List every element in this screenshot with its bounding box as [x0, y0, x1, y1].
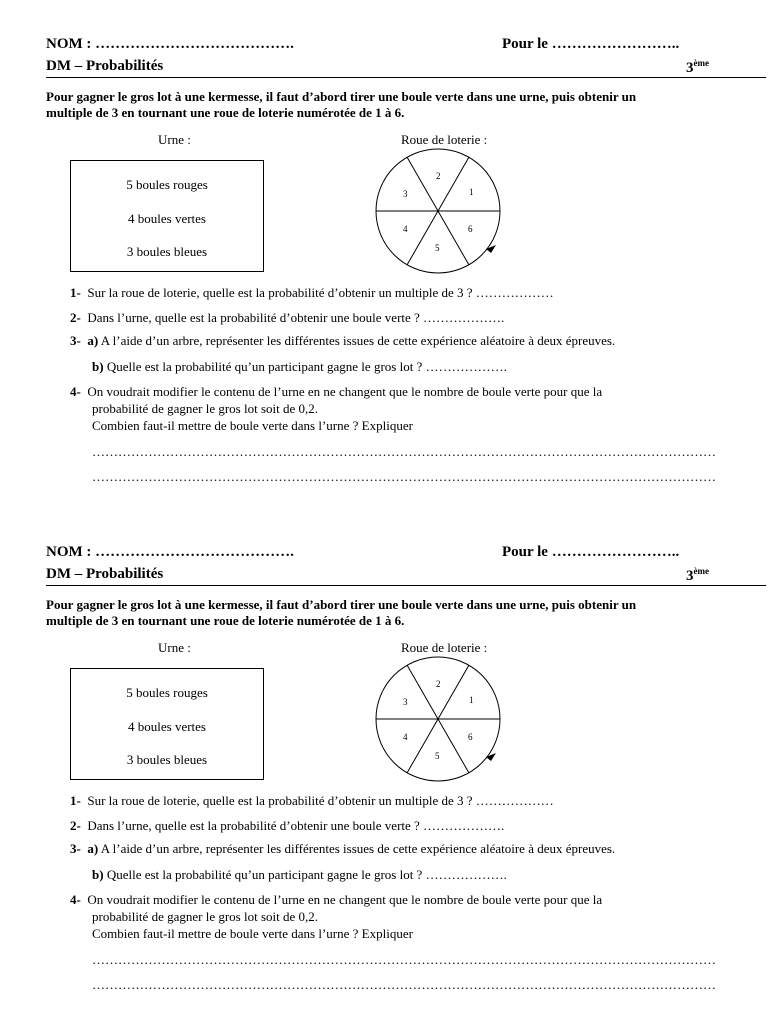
- wheel-label: Roue de loterie :: [401, 640, 488, 655]
- intro-line-2: multiple de 3 en tournant une roue de loterie numérotée de 1 à 6.: [46, 613, 405, 628]
- question-4-number: 4-: [70, 892, 81, 907]
- question-1-text: Sur la roue de loterie, quelle est la probabilité d’obtenir un multiple de 3 ? ………………: [87, 793, 554, 808]
- worksheet-title: DM – Probabilités: [46, 566, 164, 582]
- question-2: [70, 310, 504, 326]
- question-4-line-2: probabilité de gagner le gros lot soit de 0,2.: [92, 401, 319, 416]
- answer-line-2: ………………………………………………………………………………………………………………………………: [92, 977, 716, 992]
- wheel-arrow-icon: [486, 245, 496, 253]
- wheel-sector-2: 2: [436, 171, 441, 181]
- wheel-sector-5: 5: [435, 243, 440, 253]
- answer-line-1: ………………………………………………………………………………………………………………………………: [92, 952, 716, 967]
- class-level: [686, 566, 709, 585]
- question-4-line-2: probabilité de gagner le gros lot soit de 0,2.: [92, 909, 319, 924]
- question-4-line-3: Combien faut-il mettre de boule verte dans l’urne ? Expliquer: [92, 926, 413, 941]
- question-3a-label: a): [87, 333, 99, 348]
- answer-line-1: ………………………………………………………………………………………………………………………………: [92, 444, 716, 459]
- question-2: [70, 818, 504, 834]
- class-level: [686, 58, 709, 77]
- urn-item-green: 4 boules vertes: [128, 211, 206, 226]
- question-1-number: 1-: [70, 285, 81, 300]
- wheel-sector-3: 3: [403, 189, 408, 199]
- name-field-label: NOM : ………………………………….: [46, 544, 294, 560]
- intro-line-1: Pour gagner le gros lot à une kermesse, il faut d’abord tirer une boule verte dans une urne, puis obtenir un: [46, 597, 637, 612]
- question-3a: [70, 841, 615, 857]
- question-3a-label: a): [87, 841, 99, 856]
- wheel-arrow-icon: [486, 753, 496, 761]
- urn-item-blue: 3 boules bleues: [126, 244, 208, 259]
- worksheet-top: [0, 0, 768, 510]
- urn-box: [70, 668, 264, 780]
- urn-item-red: 5 boules rouges: [126, 685, 208, 700]
- question-2-text: Dans l’urne, quelle est la probabilité d’obtenir une boule verte ? ……………….: [87, 818, 505, 833]
- header-rule: [46, 585, 766, 586]
- wheel-sector-3: 3: [403, 697, 408, 707]
- question-1: [70, 793, 554, 809]
- question-2-text: Dans l’urne, quelle est la probabilité d’obtenir une boule verte ? ……………….: [87, 310, 505, 325]
- wheel-label: Roue de loterie :: [401, 132, 488, 147]
- urn-label: Urne :: [158, 132, 191, 147]
- urn-item-green: 4 boules vertes: [128, 719, 206, 734]
- urn-item-red: 5 boules rouges: [126, 177, 208, 192]
- question-2-number: 2-: [70, 310, 81, 325]
- lottery-wheel: [374, 656, 504, 782]
- wheel-sector-5: 5: [435, 751, 440, 761]
- urn-item-blue: 3 boules bleues: [126, 752, 208, 767]
- intro-line-2: multiple de 3 en tournant une roue de loterie numérotée de 1 à 6.: [46, 105, 405, 120]
- class-level-suffix: ème: [693, 566, 709, 576]
- question-4-line-1: [70, 384, 602, 400]
- header-rule: [46, 77, 766, 78]
- question-4-text-1: On voudrait modifier le contenu de l’urne en ne changent que le nombre de boule verte pour que la: [87, 892, 603, 907]
- class-level-number: 3: [686, 60, 694, 76]
- question-4-line-3: Combien faut-il mettre de boule verte dans l’urne ? Expliquer: [92, 418, 413, 433]
- worksheet-bottom: [0, 508, 768, 1018]
- worksheet-title: DM – Probabilités: [46, 58, 164, 74]
- question-1: [70, 285, 554, 301]
- wheel-sector-6: 6: [468, 224, 473, 234]
- question-1-text: Sur la roue de loterie, quelle est la probabilité d’obtenir un multiple de 3 ? ………………: [87, 285, 554, 300]
- wheel-sector-2: 2: [436, 679, 441, 689]
- question-3-number: 3-: [70, 841, 81, 856]
- wheel-sector-6: 6: [468, 732, 473, 742]
- question-3b: [92, 867, 507, 883]
- urn-label: Urne :: [158, 640, 191, 655]
- wheel-sector-1: 1: [469, 187, 474, 197]
- question-3b-text: Quelle est la probabilité qu’un participant gagne le gros lot ? ……………….: [106, 867, 507, 882]
- question-3a: [70, 333, 615, 349]
- question-3b-label: b): [92, 867, 104, 882]
- intro-line-1: Pour gagner le gros lot à une kermesse, il faut d’abord tirer une boule verte dans une urne, puis obtenir un: [46, 89, 637, 104]
- wheel-sector-1: 1: [469, 695, 474, 705]
- question-3b-label: b): [92, 359, 104, 374]
- wheel-sector-4: 4: [403, 732, 408, 742]
- question-3b-text: Quelle est la probabilité qu’un participant gagne le gros lot ? ……………….: [106, 359, 507, 374]
- due-date-label: Pour le ……………………..: [502, 544, 680, 560]
- question-1-number: 1-: [70, 793, 81, 808]
- due-date-label: Pour le ……………………..: [502, 36, 680, 52]
- question-3a-text: A l’aide d’un arbre, représenter les différentes issues de cette expérience aléatoire à deux épreuves.: [100, 841, 616, 856]
- question-3a-text: A l’aide d’un arbre, représenter les différentes issues de cette expérience aléatoire à deux épreuves.: [100, 333, 616, 348]
- question-2-number: 2-: [70, 818, 81, 833]
- question-4-line-1: [70, 892, 602, 908]
- urn-box: [70, 160, 264, 272]
- wheel-sector-4: 4: [403, 224, 408, 234]
- lottery-wheel: [374, 148, 504, 274]
- class-level-number: 3: [686, 568, 694, 584]
- name-field-label: NOM : ………………………………….: [46, 36, 294, 52]
- answer-line-2: ………………………………………………………………………………………………………………………………: [92, 469, 716, 484]
- question-3-number: 3-: [70, 333, 81, 348]
- question-3b: [92, 359, 507, 375]
- question-4-number: 4-: [70, 384, 81, 399]
- question-4-text-1: On voudrait modifier le contenu de l’urne en ne changent que le nombre de boule verte pour que la: [87, 384, 603, 399]
- class-level-suffix: ème: [693, 58, 709, 68]
